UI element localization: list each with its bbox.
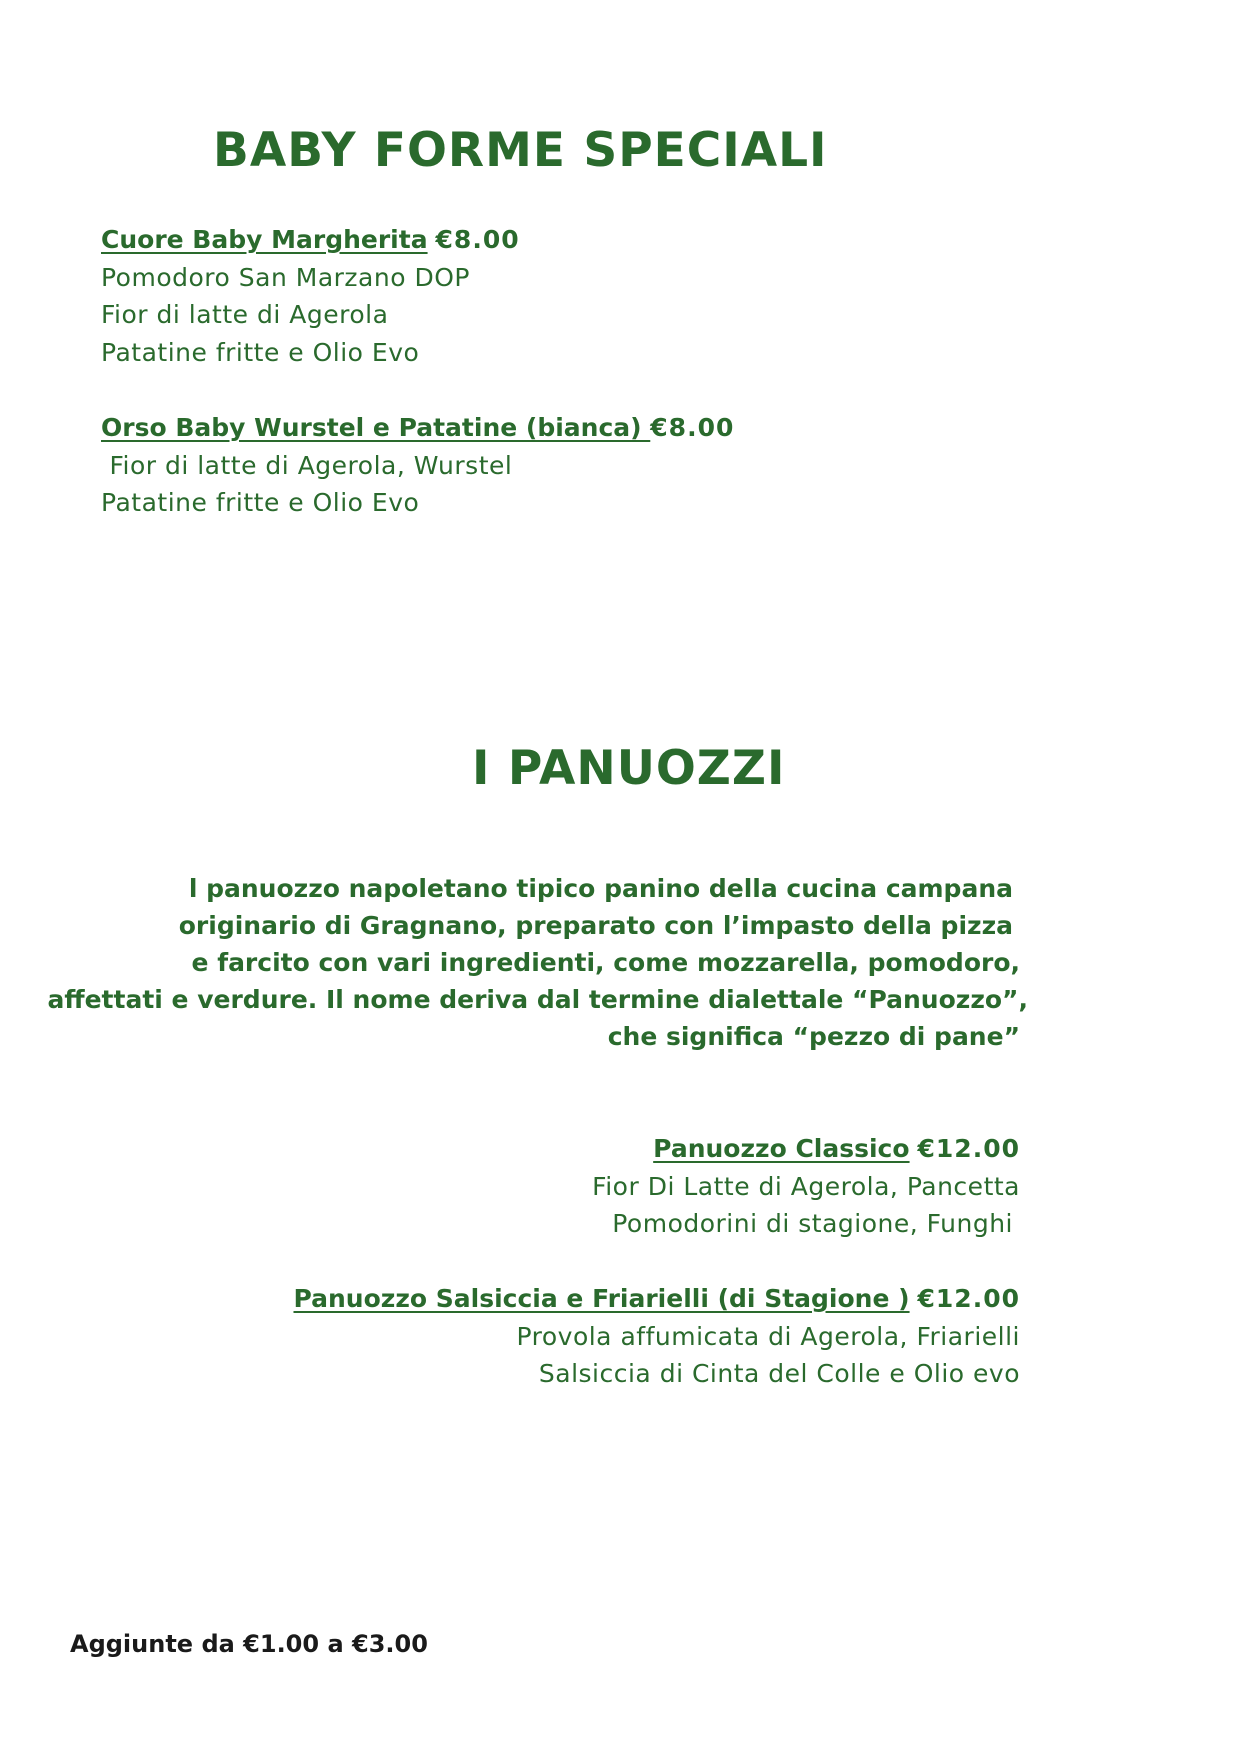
item-price: €12.00 bbox=[917, 1134, 1020, 1163]
menu-item-panuozzo-classico bbox=[653, 1130, 1020, 1167]
item-price: €12.00 bbox=[917, 1284, 1020, 1313]
intro-line: che significa “pezzo di pane” bbox=[607, 1022, 1020, 1051]
item-name: Panuozzo Salsiccia e Friarielli (di Stagione ) bbox=[293, 1284, 910, 1313]
item-description-line: Patatine fritte e Olio Evo bbox=[101, 488, 420, 517]
item-description-line: Pomodoro San Marzano DOP bbox=[101, 263, 470, 292]
item-price: €8.00 bbox=[650, 413, 735, 442]
menu-item-panuozzo-salsiccia-friarielli bbox=[293, 1280, 1020, 1317]
item-price: €8.00 bbox=[435, 225, 520, 254]
item-name: Panuozzo Classico bbox=[653, 1134, 910, 1163]
item-description-line: Patatine fritte e Olio Evo bbox=[101, 338, 420, 367]
section-title-baby: BABY FORME SPECIALI bbox=[213, 123, 828, 178]
intro-line: affettati e verdure. Il nome deriva dal termine dialettale “Panuozzo”, bbox=[47, 985, 1028, 1014]
menu-item-orso-baby bbox=[101, 409, 734, 446]
section-title-panuozzi: I PANUOZZI bbox=[472, 741, 786, 796]
item-description-line: Salsiccia di Cinta del Colle e Olio evo bbox=[538, 1359, 1020, 1388]
item-description-line: Fior Di Latte di Agerola, Pancetta bbox=[592, 1172, 1020, 1201]
item-name: Cuore Baby Margherita bbox=[101, 225, 428, 254]
item-description-line: Provola affumicata di Agerola, Friarielli bbox=[516, 1322, 1020, 1351]
intro-line: e farcito con vari ingredienti, come mozzarella, pomodoro, bbox=[191, 948, 1020, 977]
item-name: Orso Baby Wurstel e Patatine (bianca) bbox=[101, 413, 651, 442]
item-description-line: Fior di latte di Agerola, Wurstel bbox=[101, 451, 513, 480]
item-description-line: Fior di latte di Agerola bbox=[101, 300, 389, 329]
intro-line: originario di Gragnano, preparato con l’impasto della pizza bbox=[178, 911, 1013, 940]
item-description-line: Pomodorini di stagione, Funghi bbox=[612, 1209, 1013, 1238]
intro-line: l panuozzo napoletano tipico panino della cucina campana bbox=[188, 874, 1013, 903]
menu-item-cuore-baby-margherita bbox=[101, 221, 520, 258]
additions-note: Aggiunte da €1.00 a €3.00 bbox=[70, 1630, 428, 1658]
